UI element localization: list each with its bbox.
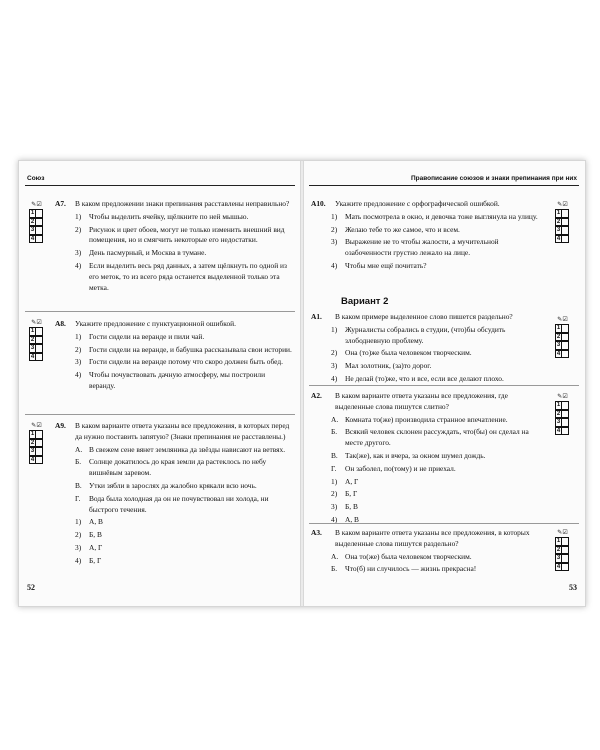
answer-option[interactable]: 3) Мал золотник, (за)то дорог. (331, 361, 432, 371)
answer-option[interactable]: 1) Мать посмотрела в окно, и девочка тоже выглянула на улицу. (331, 211, 538, 221)
answer-box-a3[interactable]: ✎☑ 1 2 3 4 (555, 529, 570, 571)
question-number: A8. (55, 319, 66, 328)
pencil-check-icon: ✎☑ (557, 529, 568, 536)
answer-option[interactable]: 1) Чтобы выделить ячейку, щёлкните по ней мышью. (75, 211, 249, 221)
answer-option[interactable]: 4) Чтобы мне ещё почитать? (331, 260, 427, 270)
right-header-rule (309, 185, 579, 186)
answer-box-a7[interactable]: ✎☑ 1 2 3 4 (29, 201, 44, 243)
question-number: A7. (55, 199, 66, 208)
sentence-item: А. Комната то(же) производила странное впечатление. (331, 414, 508, 424)
question-number: А2. (311, 391, 322, 400)
question-text: Укажите предложение с пунктуационной ошибкой. (75, 319, 236, 328)
answer-box-a1[interactable]: ✎☑ 1 2 3 4 (555, 316, 570, 358)
open-book (18, 160, 586, 607)
pencil-check-icon: ✎☑ (31, 201, 42, 208)
sentence-item: В. Так(же), как и вчера, за окном шумел дождь. (331, 450, 486, 460)
pencil-check-icon: ✎☑ (557, 201, 568, 208)
question-divider (25, 414, 295, 415)
question-text: В каком варианте ответа указаны все предложения, где выделенные слова пишутся слитно? (335, 391, 508, 411)
sentence-item: Б. Солнце докатилось до края земли да растеклось по небу вишнёвым заревом. (75, 457, 267, 478)
answer-option[interactable]: 4) А, В (331, 514, 359, 524)
sentence-item: В. Утки зябли в зарослях да жалобно крякали всю ночь. (75, 480, 257, 490)
pencil-check-icon: ✎☑ (31, 422, 42, 429)
answer-option[interactable]: 3) Гости сидели на веранде потому что скоро должен быть обед. (75, 357, 283, 367)
variant-heading: Вариант 2 (341, 296, 389, 307)
left-page (19, 161, 301, 606)
answer-box-a2[interactable]: ✎☑ 1 2 3 4 (555, 393, 570, 435)
question-divider (25, 311, 295, 312)
question-a3 (311, 528, 543, 575)
answer-option[interactable]: 4) Чтобы почувствовать дачную атмосферу, мы построили веранду. (75, 370, 266, 390)
answer-option[interactable]: 4) Б, Г (75, 555, 102, 565)
question-number: А10. (311, 199, 326, 208)
page-number-left: 52 (27, 583, 35, 592)
question-text: В каком варианте ответа указаны все предложения, в которых перед да нужно поставить запятую? (Знаки препинания не расставлены.) (75, 421, 290, 441)
left-header-rule (25, 185, 295, 186)
answer-option[interactable]: 2) Рисунок и цвет обоев, могут не только изменить внешний вид помещения, но и смягчить некоторые его недостатки. (75, 224, 285, 245)
answer-option[interactable]: 4) Не делай (то)же, что и все, если все делают плохо. (331, 373, 504, 383)
question-a2 (311, 391, 543, 526)
question-a1 (311, 312, 543, 385)
pencil-check-icon: ✎☑ (557, 393, 568, 400)
sentence-item: Г. Он заболел, по(тому) и не приехал. (331, 463, 456, 473)
question-text: Укажите предложение с орфографической ошибкой. (335, 199, 500, 208)
answer-option[interactable]: 2) Б, В (75, 530, 102, 540)
answer-option[interactable]: 1) Журналисты собрались в студии, (что)бы обсудить злободневную проблему. (331, 324, 506, 345)
question-a9 (55, 421, 293, 567)
answer-option[interactable]: 1) А, В (75, 517, 103, 527)
question-text: В каком предложении знаки препинания расставлены неправильно? (75, 199, 290, 208)
answer-option[interactable]: 2) Б, Г (331, 489, 358, 499)
question-divider (309, 385, 579, 386)
right-page (303, 161, 585, 606)
page-number-right: 53 (569, 583, 577, 592)
answer-option[interactable]: 3) Б, В (331, 502, 358, 512)
answer-option[interactable]: 2) Гости сидели на веранде, и бабушка рассказывала свои истории. (75, 344, 292, 354)
answer-option[interactable]: 3) День пасмурный, и Москва в тумане. (75, 248, 207, 258)
sentence-item: А. В свежем сене вянет земляника да звёзды нависают на ветвях. (75, 444, 286, 454)
pencil-check-icon: ✎☑ (557, 316, 568, 323)
left-running-header: Союз (27, 175, 45, 182)
answer-option[interactable]: 1) А, Г (331, 476, 359, 486)
question-text: В каком примере выделенное слово пишется раздельно? (335, 312, 513, 321)
answer-option[interactable]: 2) Она (то)же была человеком творческим. (331, 348, 472, 358)
answer-box-a10[interactable]: ✎☑ 1 2 3 4 (555, 201, 570, 243)
answer-option[interactable]: 2) Желаю тебе то же самое, что и всем. (331, 224, 460, 234)
answer-box-a8[interactable]: ✎☑ 1 2 3 4 (29, 319, 44, 361)
sentence-item: Б. Всякий человек склонен рассуждать, что(бы) он сделал на месте другого. (331, 427, 529, 448)
sentence-item: Б. Что(б) ни случилось — жизнь прекрасна! (331, 564, 477, 574)
right-running-header: Правописание союзов и знаки препинания при них (410, 175, 577, 182)
question-text: В каком варианте ответа указаны все предложения, в которых выделенные слова пишутся раздельно? (335, 528, 530, 548)
answer-box-a9[interactable]: ✎☑ 1 2 3 4 (29, 422, 44, 464)
answer-option[interactable]: 4) Если выделить весь ряд данных, а затем щёлкнуть по одной из его меток, то из всего ряда останется выделенной только эта метка. (75, 260, 287, 292)
question-number: А1. (311, 312, 322, 321)
question-divider (309, 523, 579, 524)
question-number: А3. (311, 528, 322, 537)
question-a7 (55, 199, 293, 293)
question-number: A9. (55, 421, 66, 430)
question-a10 (311, 199, 543, 272)
answer-option[interactable]: 3) А, Г (75, 542, 103, 552)
pencil-check-icon: ✎☑ (31, 319, 42, 326)
sentence-item: Г. Вода была холодная да он не почувствовал ни холода, ни быстрого течения. (75, 493, 269, 514)
answer-option[interactable]: 3) Выражение не то чтобы жалости, а мучительной озабоченности грустно лежало на лице. (331, 237, 499, 258)
question-a8 (55, 319, 293, 392)
sentence-item: А. Она то(же) была человеком творческим. (331, 551, 472, 561)
answer-option[interactable]: 1) Гости сидели на веранде и пили чай. (75, 331, 205, 341)
